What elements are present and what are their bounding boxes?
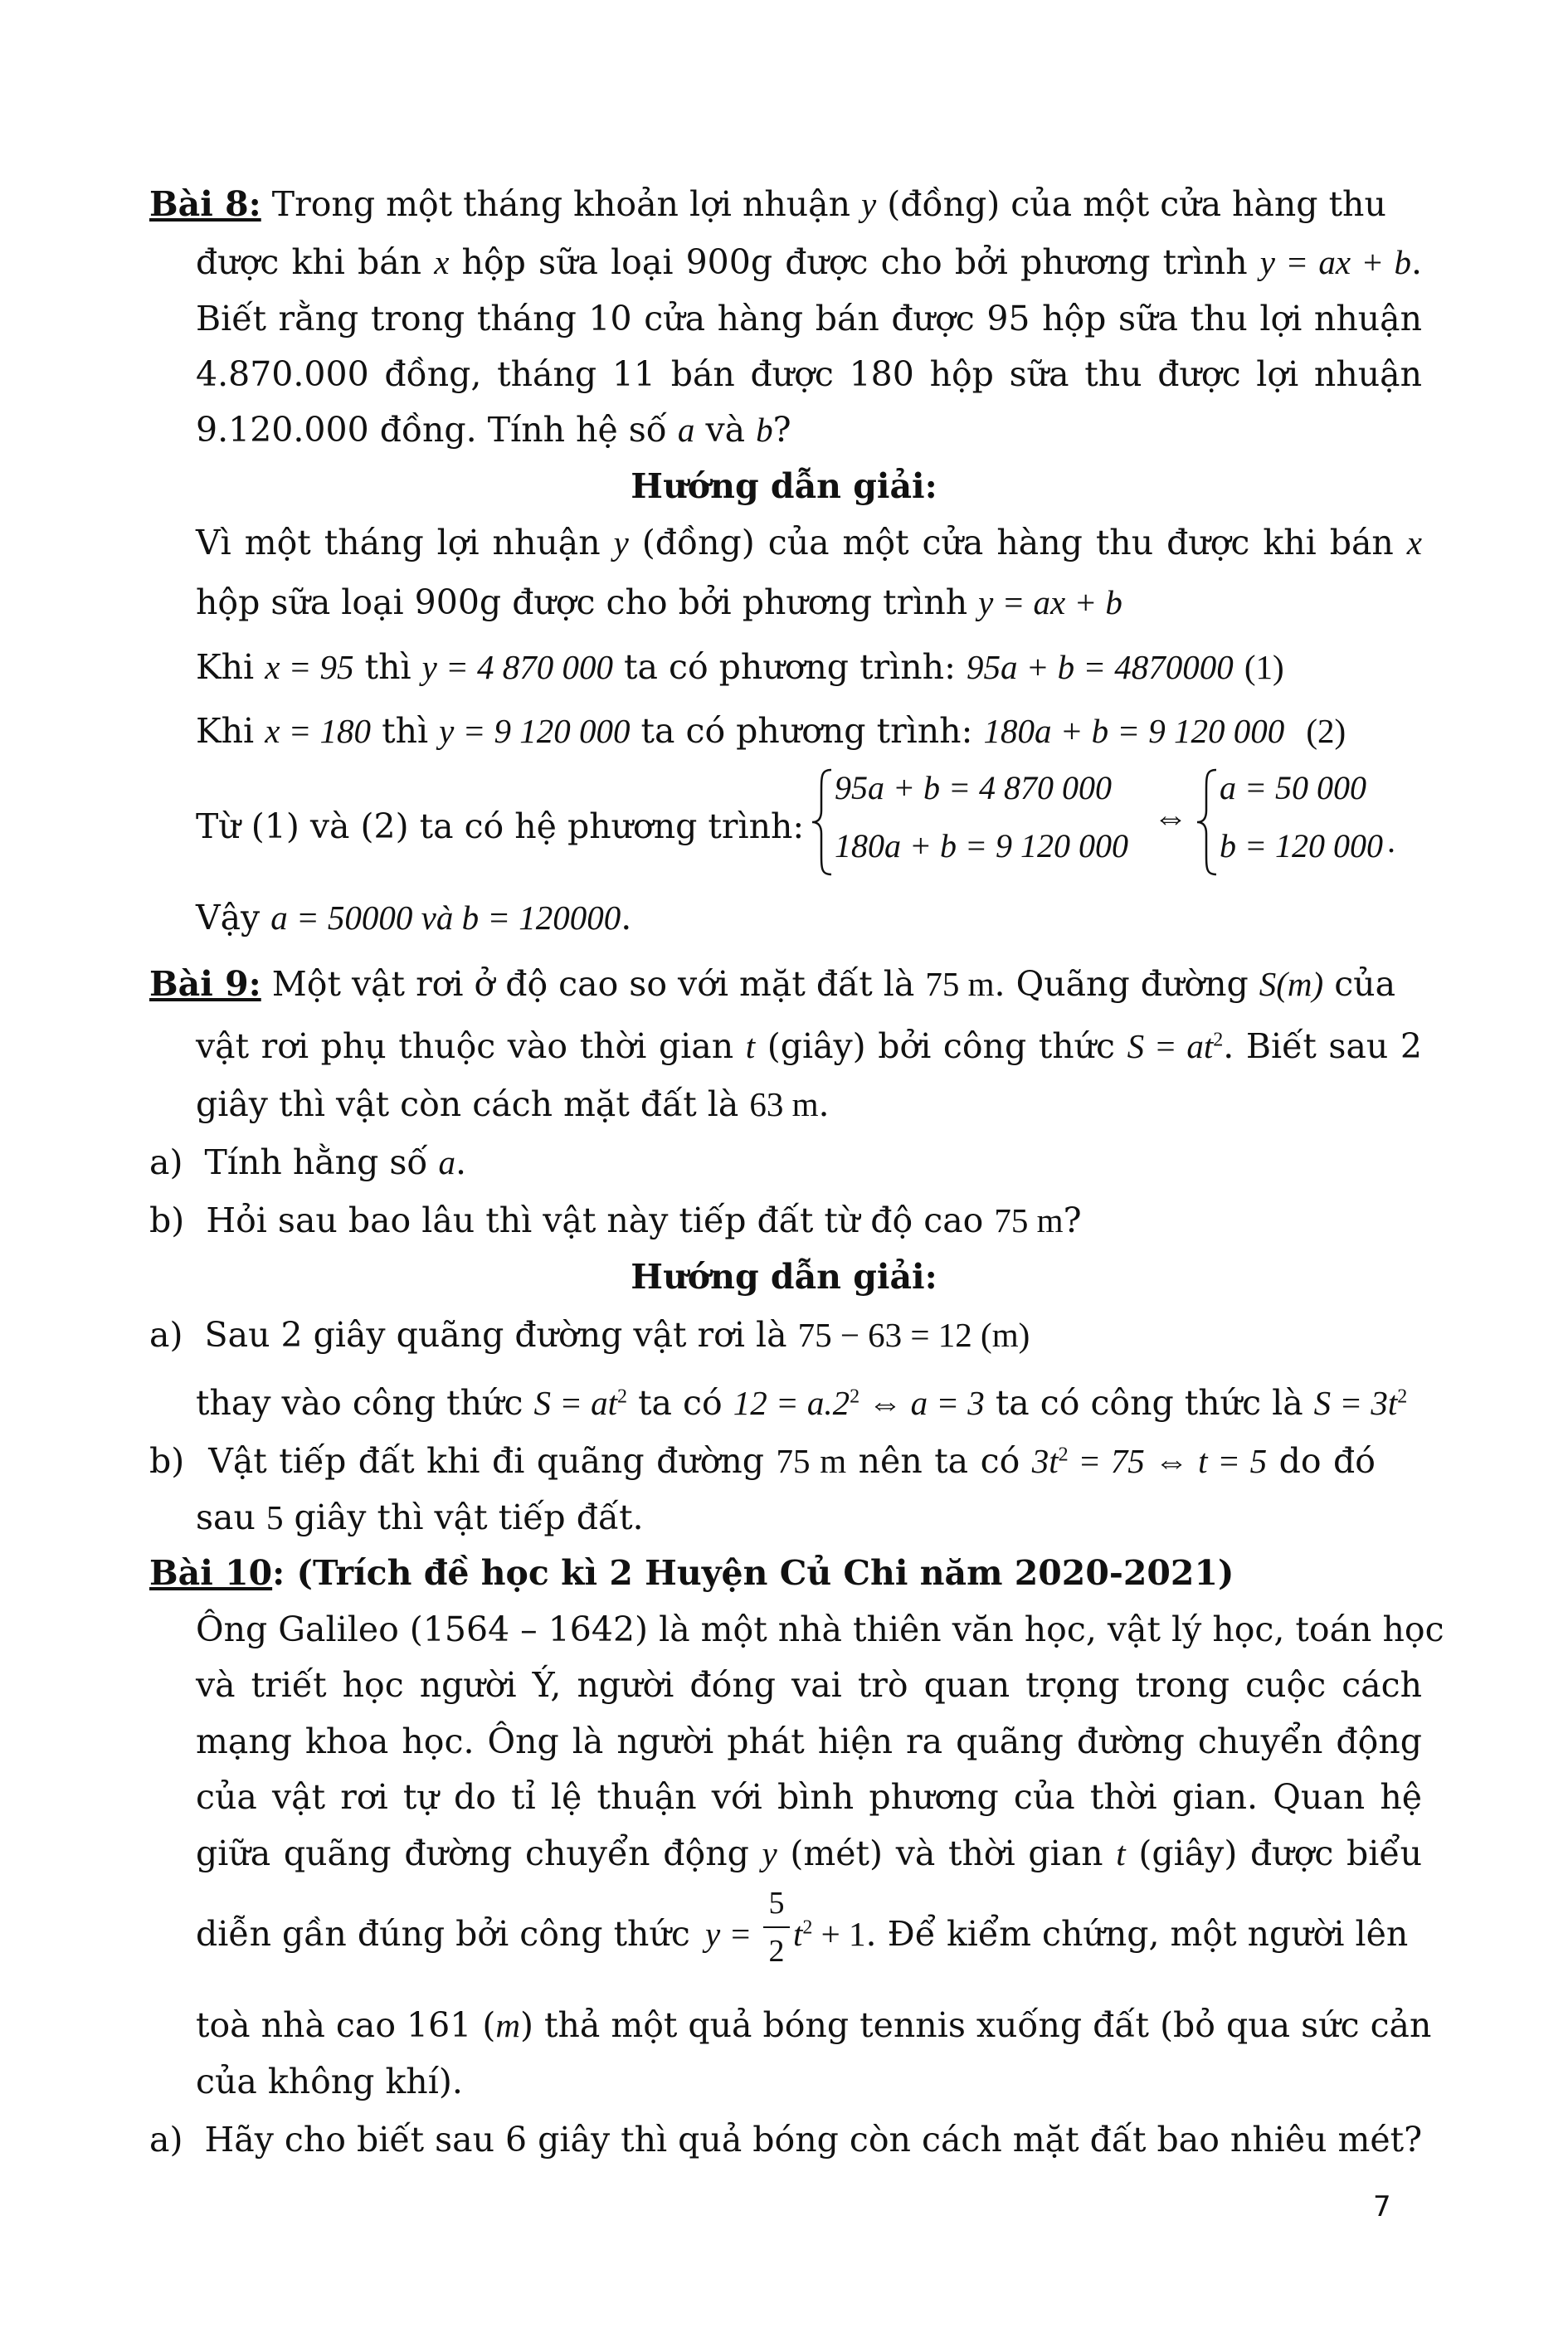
equation: x = 95 bbox=[265, 648, 354, 686]
text: (mét) và thời gian bbox=[777, 1833, 1117, 1873]
exponent: 2 bbox=[1397, 1385, 1408, 1408]
text: và bbox=[694, 410, 757, 450]
text: . bbox=[1410, 242, 1422, 282]
text: Một vật rơi ở độ cao so với mặt đất là bbox=[271, 964, 926, 1004]
equation: 95a + b = 4870000 bbox=[966, 648, 1234, 686]
bai10-line-5 bbox=[196, 1832, 1422, 1875]
equation: y = ax + b bbox=[1259, 243, 1411, 281]
equation: y = 9 120 000 bbox=[439, 712, 631, 750]
var-x: x bbox=[434, 243, 450, 281]
equation: y = ax + b bbox=[978, 583, 1122, 621]
var-y: y bbox=[613, 523, 629, 562]
var-a: a bbox=[677, 411, 695, 449]
bai9-sol-a-line-1 bbox=[149, 1313, 1030, 1356]
right-system-brace-icon bbox=[1195, 767, 1220, 877]
exponent: 2 bbox=[850, 1385, 860, 1408]
text: . bbox=[455, 1142, 467, 1182]
bai9-label: Bài 9: bbox=[149, 964, 261, 1004]
text: Khi bbox=[196, 647, 265, 687]
bai9-sol-b-line-2 bbox=[196, 1496, 644, 1539]
bai9-question-b bbox=[149, 1199, 1082, 1242]
text: . Quãng đường bbox=[994, 964, 1259, 1004]
bai8-line-1 bbox=[149, 183, 1386, 226]
number: 5 bbox=[265, 1498, 284, 1536]
equation-number: (2) bbox=[1306, 712, 1346, 750]
eq-text: 180a + b = 9 120 000 bbox=[835, 827, 1128, 864]
text: Khi bbox=[196, 711, 265, 751]
exponent: 2 bbox=[1213, 1029, 1224, 1051]
text: ? bbox=[1063, 1200, 1082, 1240]
bai9-solution-heading: Hướng dẫn giải: bbox=[631, 1257, 937, 1297]
text: ta có công thức là bbox=[984, 1383, 1314, 1423]
bai10-line-2: và triết học người Ý, người đóng vai trò quan trọng trong cuộc cách bbox=[196, 1665, 1422, 1705]
quantity: 75 m bbox=[994, 1201, 1064, 1239]
text: Hỏi sau bao lâu thì vật này tiếp đất từ độ cao bbox=[206, 1200, 995, 1240]
text: (giây) được biểu bbox=[1125, 1833, 1422, 1873]
quantity: 75 m bbox=[776, 1442, 847, 1480]
equation: 75 − 63 = 12 (m) bbox=[797, 1316, 1030, 1354]
text: ) thả một quả bóng tennis xuống đất (bỏ qua sức cản bbox=[519, 2005, 1432, 2045]
equivalence-symbol: ⇔ bbox=[1153, 799, 1188, 837]
equation: S = 3t bbox=[1313, 1384, 1398, 1422]
bai9-sol-b-line-1 bbox=[149, 1439, 1376, 1483]
text: do đó bbox=[1267, 1441, 1376, 1481]
eq-text: b = 120 000 bbox=[1220, 827, 1383, 864]
fraction-bar bbox=[763, 1926, 790, 1928]
text: sau bbox=[196, 1497, 266, 1537]
text: . bbox=[818, 1084, 830, 1124]
bai10-line-1: Ông Galileo (1564 – 1642) là một nhà thiên văn học, vật lý học, toán học bbox=[196, 1609, 1444, 1649]
text: hộp sữa loại 900g được cho bởi phương trình bbox=[449, 242, 1260, 282]
text: 9.120.000 đồng. Tính hệ số bbox=[196, 410, 678, 450]
bai10-heading bbox=[149, 1551, 1234, 1595]
text: Vậy bbox=[196, 898, 271, 937]
text: Tính hằng số bbox=[204, 1142, 439, 1182]
text: thay vào công thức bbox=[196, 1383, 534, 1423]
text: giây thì vật tiếp đất. bbox=[283, 1497, 644, 1537]
bai9-line-1 bbox=[149, 962, 1396, 1006]
quantity: 75 m bbox=[925, 965, 995, 1003]
page-number: 7 bbox=[1373, 2190, 1391, 2223]
text: : bbox=[272, 1553, 285, 1593]
var-y: y bbox=[861, 185, 877, 223]
equation: y = 4 870 000 bbox=[421, 648, 613, 686]
bai8-sol-line-3 bbox=[196, 645, 1284, 689]
var-t: t bbox=[745, 1027, 756, 1065]
var-b: b bbox=[756, 411, 773, 449]
fraction-numerator: 5 bbox=[768, 1886, 785, 1921]
exponent: 2 bbox=[802, 1916, 813, 1939]
system-left-eq-1 bbox=[835, 768, 1112, 807]
bai10-line-6-prefix bbox=[196, 1912, 690, 1955]
eq-text: 95a + b = 4 870 000 bbox=[835, 769, 1112, 806]
fraction-denominator: 2 bbox=[768, 1934, 785, 1969]
bai10-line-4: của vật rơi tự do tỉ lệ thuận với bình phương của thời gian. Quan hệ bbox=[196, 1777, 1422, 1817]
bai10-line-3: mạng khoa học. Ông là người phát hiện ra quãng đường chuyển động bbox=[196, 1721, 1422, 1761]
text: Vì một tháng lợi nhuận bbox=[196, 523, 614, 562]
equation: a = 50000 và b = 120000 bbox=[270, 898, 621, 937]
text: diễn gần đúng bởi công thức bbox=[196, 1914, 690, 1954]
text: Hãy cho biết sau 6 giây thì quả bóng còn cách mặt đất bao nhiêu mét? bbox=[204, 2120, 1423, 2160]
bai8-solution-heading: Hướng dẫn giải: bbox=[631, 466, 937, 506]
unit-m: m bbox=[495, 2006, 520, 2044]
text: ta có phương trình: bbox=[613, 647, 967, 687]
system-left-eq-2 bbox=[835, 826, 1128, 865]
quantity: 63 m bbox=[749, 1085, 819, 1123]
bai9-question-a bbox=[149, 1141, 466, 1184]
equation: ⇔ a = 3 bbox=[859, 1384, 985, 1422]
text: . Để kiểm chứng, một người lên bbox=[865, 1914, 1409, 1954]
item-label: b) bbox=[149, 1441, 185, 1481]
text: ? bbox=[772, 410, 791, 450]
bai8-line-2 bbox=[196, 241, 1422, 284]
text: ta có bbox=[627, 1383, 733, 1423]
text: giữa quãng đường chuyển động bbox=[196, 1833, 762, 1873]
item-label: b) bbox=[149, 1200, 185, 1240]
bai9-line-3 bbox=[196, 1083, 830, 1126]
text: hộp sữa loại 900g được cho bởi phương trình bbox=[196, 582, 979, 622]
text: Vật tiếp đất khi đi quãng đường bbox=[208, 1441, 777, 1481]
text: của bbox=[1323, 964, 1396, 1004]
bai8-sol-line-2 bbox=[196, 581, 1122, 624]
bai8-label: Bài 8: bbox=[149, 184, 261, 224]
bai10-title: (Trích đề học kì 2 Huyện Củ Chi năm 2020-2021) bbox=[285, 1553, 1234, 1593]
text: (đồng) của một cửa hàng thu được khi bán bbox=[628, 523, 1407, 562]
var-x: x bbox=[1406, 523, 1422, 562]
formula-rest bbox=[793, 1912, 1408, 1955]
equation: S = at bbox=[1127, 1027, 1214, 1065]
var-y: y bbox=[762, 1834, 777, 1872]
equation: x = 180 bbox=[265, 712, 372, 750]
equation: 180a + b = 9 120 000 bbox=[983, 712, 1285, 750]
item-label: a) bbox=[149, 1142, 183, 1182]
exponent: 2 bbox=[617, 1385, 628, 1408]
equation: 12 = a.2 bbox=[733, 1384, 850, 1422]
bai8-sol-line-1 bbox=[196, 521, 1422, 564]
system-right-eq-2 bbox=[1220, 826, 1383, 865]
text: vật rơi phụ thuộc vào thời gian bbox=[196, 1026, 746, 1066]
bai9-sol-a-line-2 bbox=[196, 1381, 1407, 1424]
bai8-sol-line-6 bbox=[196, 896, 631, 939]
equation: + 1 bbox=[812, 1915, 866, 1953]
equation: = 75 ⇔ t = 5 bbox=[1068, 1442, 1268, 1480]
bai10-line-7 bbox=[196, 2004, 1432, 2047]
text: Trong một tháng khoản lợi nhuận bbox=[271, 184, 862, 224]
text: thì bbox=[353, 647, 422, 687]
bai9-line-2 bbox=[196, 1025, 1422, 1068]
var-a: a bbox=[438, 1143, 456, 1181]
text: . bbox=[621, 898, 632, 937]
var-t: t bbox=[1116, 1834, 1126, 1872]
equation-number: (1) bbox=[1244, 648, 1284, 686]
bai10-question-a bbox=[149, 2118, 1422, 2161]
bai10-label: Bài 10 bbox=[149, 1553, 273, 1593]
text: Sau 2 giây quãng đường vật rơi là bbox=[204, 1315, 798, 1355]
text: nên ta có bbox=[846, 1441, 1032, 1481]
bai8-sol-line-4 bbox=[196, 709, 1346, 752]
bai10-line-8: của không khí). bbox=[196, 2062, 463, 2101]
item-label: a) bbox=[149, 1315, 183, 1355]
item-label: a) bbox=[149, 2120, 183, 2160]
text: ta có phương trình: bbox=[630, 711, 984, 751]
text: (đồng) của một cửa hàng thu bbox=[876, 184, 1386, 224]
equation: t bbox=[793, 1915, 803, 1953]
eq-text: a = 50 000 bbox=[1220, 769, 1366, 806]
equation: S(m) bbox=[1259, 965, 1324, 1003]
left-brace-icon bbox=[810, 767, 835, 877]
text: toà nhà cao 161 ( bbox=[196, 2005, 496, 2045]
equation: 3t bbox=[1031, 1442, 1059, 1480]
bai8-line-5 bbox=[196, 408, 791, 451]
system-period: . bbox=[1387, 822, 1395, 859]
text: thì bbox=[371, 711, 440, 751]
bai8-line-3: Biết rằng trong tháng 10 cửa hàng bán được 95 hộp sữa thu lợi nhuận bbox=[196, 299, 1422, 338]
equation: S = at bbox=[533, 1384, 618, 1422]
exponent: 2 bbox=[1058, 1444, 1069, 1466]
text: được khi bán bbox=[196, 242, 435, 282]
text: giây thì vật còn cách mặt đất là bbox=[196, 1084, 750, 1124]
formula-y bbox=[705, 1912, 752, 1955]
text: . Biết sau 2 bbox=[1223, 1026, 1422, 1066]
system-right-eq-1 bbox=[1220, 768, 1366, 807]
text: (giây) bởi công thức bbox=[755, 1026, 1127, 1066]
bai8-line-4: 4.870.000 đồng, tháng 11 bán được 180 hộp sữa thu được lợi nhuận bbox=[196, 354, 1422, 394]
equation: y = bbox=[705, 1915, 752, 1953]
bai8-sol-line-5: Từ (1) và (2) ta có hệ phương trình: bbox=[196, 806, 805, 846]
